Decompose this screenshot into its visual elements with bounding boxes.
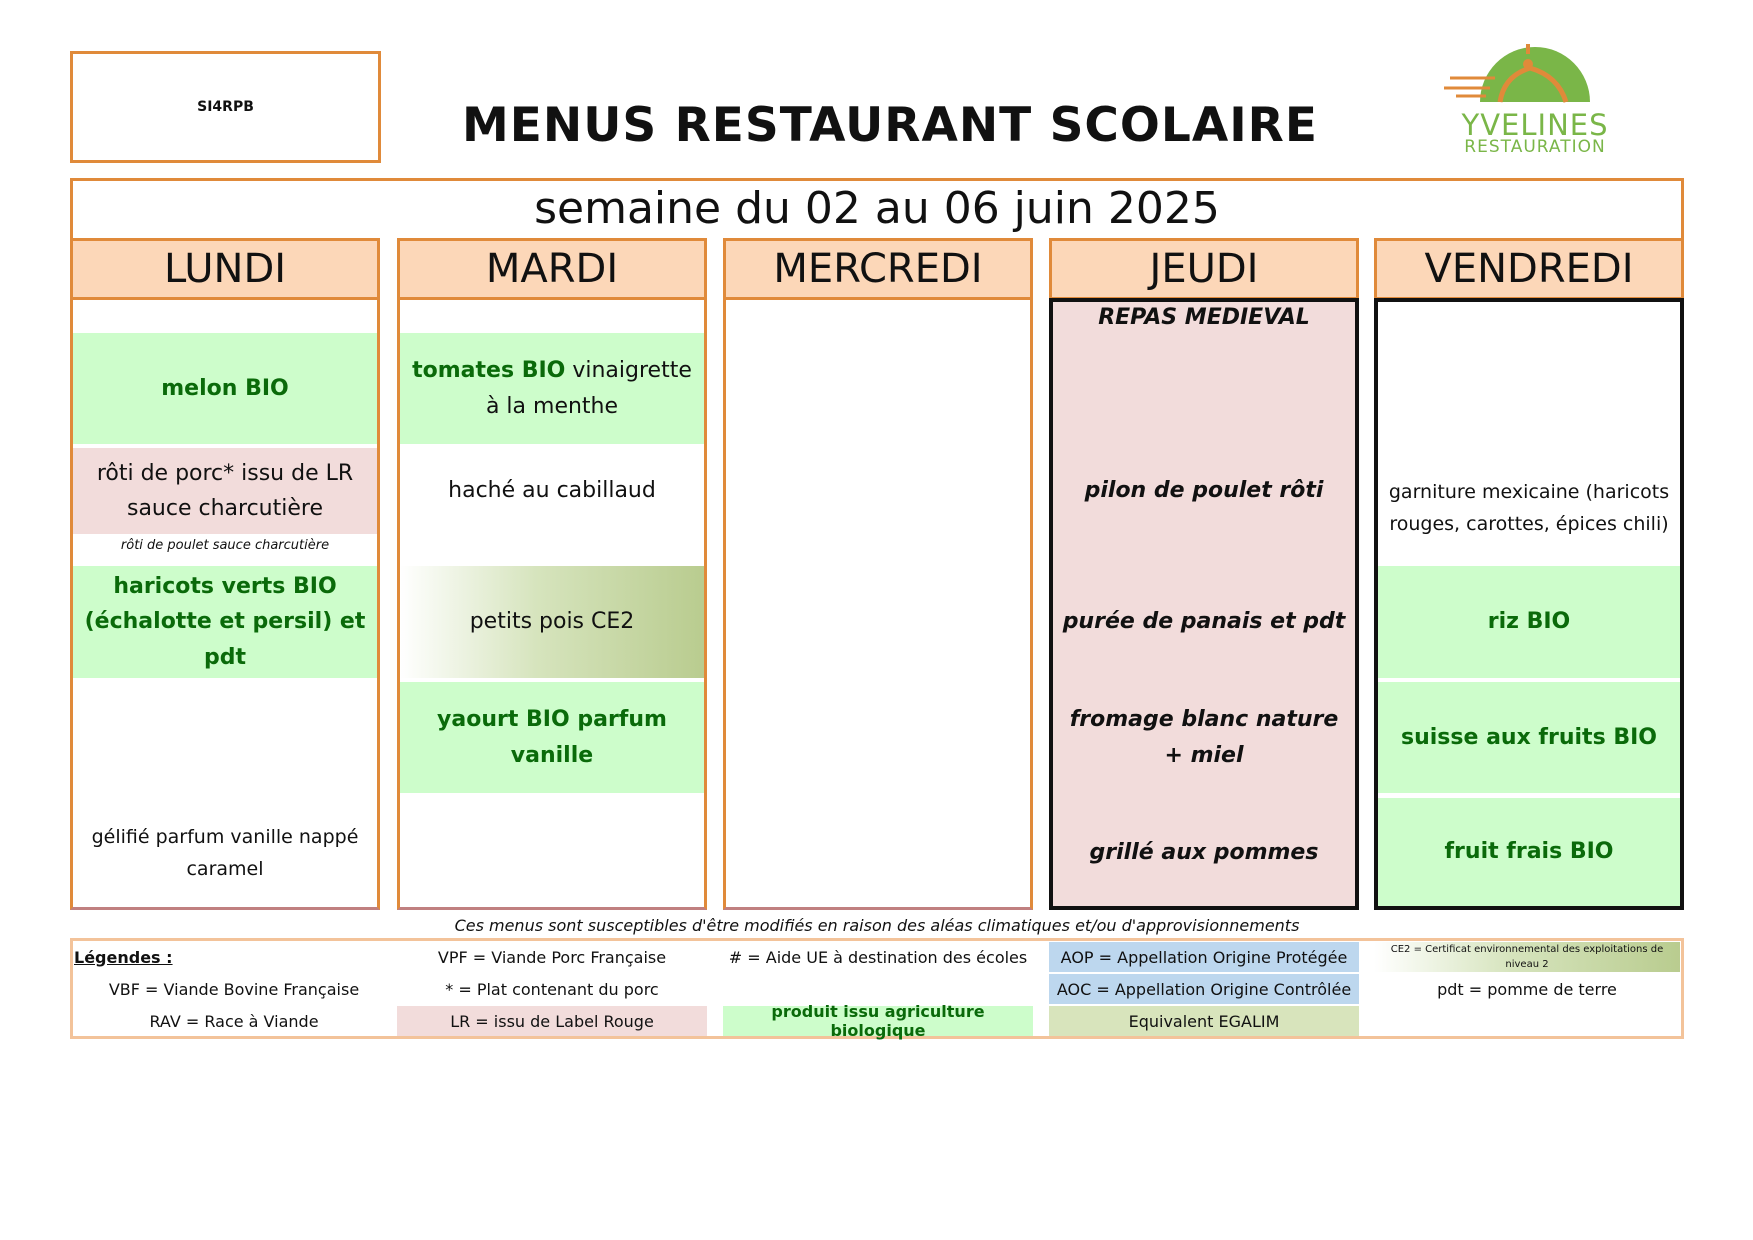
logo-subtitle: RESTAURATION <box>1464 137 1606 157</box>
legend-rav: RAV = Race à Viande <box>149 1011 319 1031</box>
jeudi-main: pilon de poulet rôti <box>1084 478 1324 504</box>
legend-aop: AOP = Appellation Origine Protégée <box>1049 942 1359 972</box>
vendredi-dairy: suisse aux fruits BIO <box>1378 682 1680 793</box>
lundi-main: rôti de porc* issu de LR sauce charcutière <box>73 448 377 534</box>
lundi-dessert: gélifié parfum vanille nappé caramel <box>91 825 359 880</box>
day-header-lundi: LUNDI <box>70 238 380 300</box>
lundi-starter: melon BIO <box>73 333 377 444</box>
legend-egalim: Equivalent EGALIM <box>1049 1006 1359 1036</box>
lundi-main-alternative: rôti de poulet sauce charcutière <box>120 537 330 553</box>
legend-lr: LR = issu de Label Rouge <box>397 1006 707 1036</box>
legend-bio: produit issu agriculture biologique <box>723 1006 1033 1036</box>
disclaimer: Ces menus sont susceptibles d'être modifiés en raison des aléas climatiques et/ou d'approvisionnements <box>454 915 1300 935</box>
yvelines-restauration-logo <box>1440 40 1630 160</box>
lundi-side: haricots verts BIO (échalotte et persil) et pdt <box>73 566 377 678</box>
mardi-side: petits pois CE2 <box>400 566 704 678</box>
column-mercredi <box>723 238 1033 910</box>
legend-ce2: CE2 = Certificat environnemental des exploitations de niveau 2 <box>1374 942 1680 972</box>
legend-title: Légendes : <box>74 947 173 967</box>
mardi-starter-bio: tomates BIO <box>412 358 566 384</box>
legend-aide: # = Aide UE à destination des écoles <box>728 947 1028 967</box>
day-header-mercredi: MERCREDI <box>723 238 1033 300</box>
mardi-main: haché au cabillaud <box>448 478 656 504</box>
day-header-mardi: MARDI <box>397 238 707 300</box>
legend-pdt: pdt = pomme de terre <box>1437 979 1617 999</box>
jeudi-side: purée de panais et pdt <box>1062 609 1346 635</box>
jeudi-dessert: grillé aux pommes <box>1089 840 1319 866</box>
vendredi-main: garniture mexicaine (haricots rouges, carottes, épices chili) <box>1388 480 1670 535</box>
school-name: SI4RPB <box>197 99 254 115</box>
vendredi-dessert: fruit frais BIO <box>1378 798 1680 906</box>
day-header-vendredi: VENDREDI <box>1374 238 1684 300</box>
week-title: semaine du 02 au 06 juin 2025 <box>534 182 1220 234</box>
mardi-dairy: yaourt BIO parfum vanille <box>400 682 704 793</box>
logo-name: YVELINES <box>1461 108 1609 142</box>
mardi-starter <box>400 333 704 444</box>
vendredi-side: riz BIO <box>1378 566 1680 678</box>
legend-aoc: AOC = Appellation Origine Contrôlée <box>1049 974 1359 1004</box>
jeudi-dairy: fromage blanc nature + miel <box>1069 707 1339 768</box>
legend-vbf: VBF = Viande Bovine Française <box>108 979 360 999</box>
school-name-box <box>70 51 381 163</box>
mardi-starter-rest: vinaigrette à la menthe <box>485 358 692 419</box>
jeudi-theme: REPAS MEDIEVAL <box>1098 305 1310 331</box>
day-header-jeudi: JEUDI <box>1049 238 1359 300</box>
page-title: MENUS RESTAURANT SCOLAIRE <box>462 97 1318 153</box>
legend-porc: * = Plat contenant du porc <box>445 979 659 999</box>
legend-vpf: VPF = Viande Porc Française <box>437 947 667 967</box>
cloche-icon <box>1440 40 1630 110</box>
